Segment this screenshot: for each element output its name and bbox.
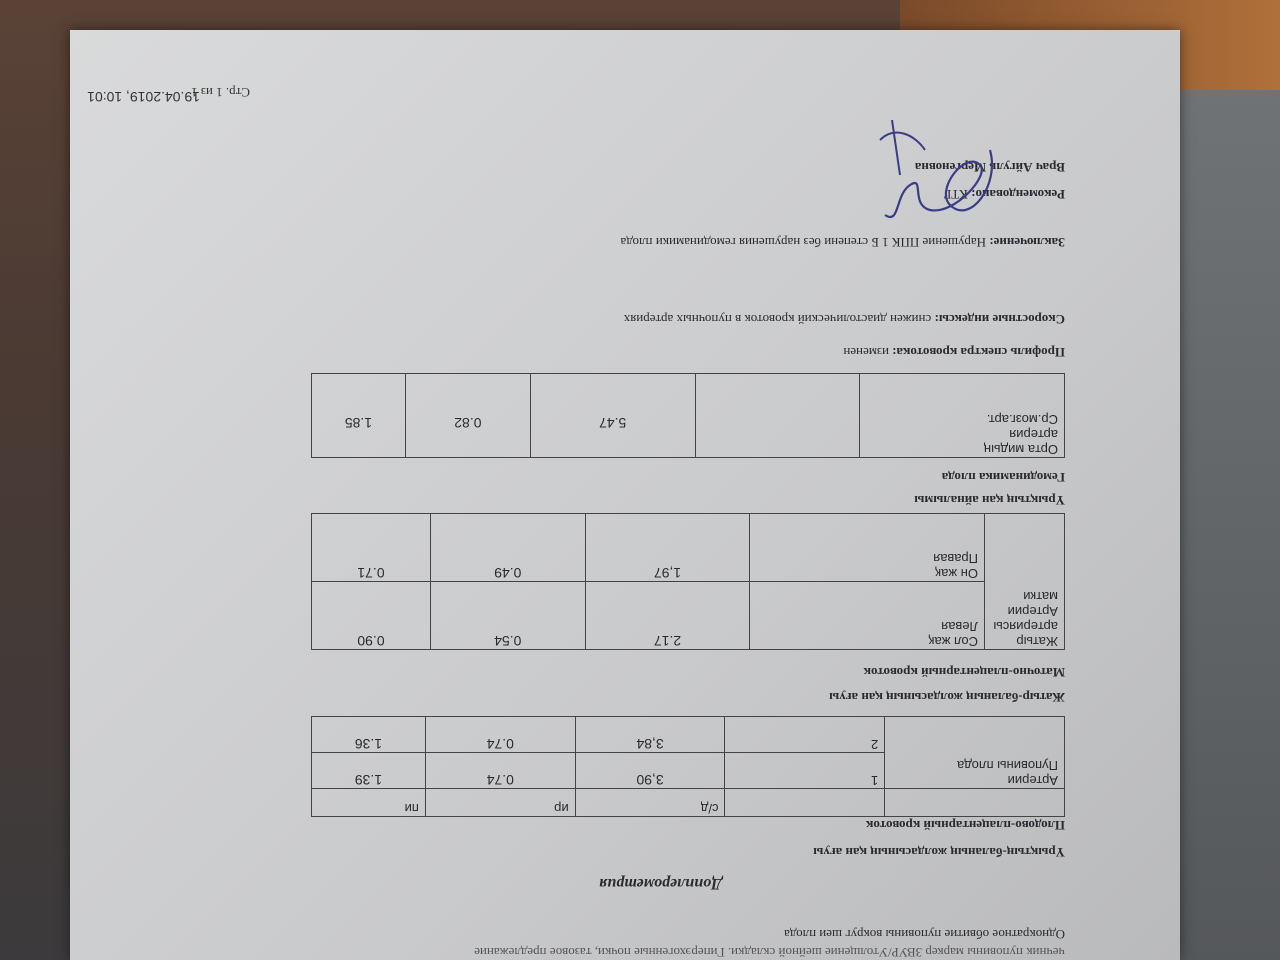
doctor-label: Врач xyxy=(1035,160,1065,175)
cell-value: 0.54 xyxy=(430,582,585,650)
side-label: Он жақ Правая xyxy=(750,514,985,582)
profile-label: Профиль спектра кровотока: xyxy=(892,345,1065,360)
table-placenta xyxy=(311,716,1065,817)
doctor-name: Айгуль Мергеновна xyxy=(914,160,1033,175)
cell-value: 3,84 xyxy=(575,717,725,753)
profile-value: изменен xyxy=(843,345,889,360)
cell-value: 0.90 xyxy=(312,582,431,650)
indices-value: снижен диастолический кровоток в пупочных артериях xyxy=(623,312,932,327)
cell-value: 1.36 xyxy=(312,717,426,753)
indices-line xyxy=(624,311,1065,327)
header-line-1: чечник пуповины маркер ЗВУР/Утолщение шейной складки. Гиперэхогенные почки, тазовое предлежание xyxy=(474,945,1065,960)
row-label: Орта мидың артерия Ср.мозг.арт. xyxy=(860,374,1065,458)
section3-heading: Үрықтың қан айналымы xyxy=(914,493,1065,508)
signature-image xyxy=(860,110,1010,245)
table-uterine xyxy=(311,513,1065,650)
profile-line xyxy=(843,344,1065,360)
col-header: пи xyxy=(312,789,426,817)
cell-value: 3,90 xyxy=(575,753,725,789)
page-title: Допплерометрия xyxy=(599,875,722,892)
section2-heading: Жатыр-баланың жолдасының қан ағуы xyxy=(829,690,1065,705)
recommendation-label: Рекомендовано: xyxy=(971,187,1065,202)
section1-heading: Үрықтың-баланың жолдасының қан ағуы xyxy=(813,845,1065,860)
col-header: ир xyxy=(425,789,575,817)
table-fetal xyxy=(311,373,1065,458)
row-index: 2 xyxy=(725,717,885,753)
conclusion-value: Нарушение ППК 1 Б степени без нарушения гемодинамики плода xyxy=(620,235,986,250)
table-row xyxy=(312,582,1065,650)
cell-value: 1.39 xyxy=(312,753,426,789)
cell-value: 0.74 xyxy=(425,717,575,753)
conclusion-label: Заключение: xyxy=(989,235,1065,250)
cell-value: 1,97 xyxy=(585,514,750,582)
cell-value: 0.49 xyxy=(430,514,585,582)
row-label: Артерии Пуповины плода xyxy=(885,717,1065,789)
side-label: Сол жақ Левая xyxy=(750,582,985,650)
cell-value: 1.85 xyxy=(312,374,406,458)
document xyxy=(70,30,1180,960)
cell-value: 5.47 xyxy=(530,374,695,458)
section1-subheading: Плодово-плацентарный кровоток xyxy=(865,818,1065,833)
row-label: Жатыр артериясы Артерии матки xyxy=(985,514,1065,650)
cell-value xyxy=(695,374,860,458)
table-row xyxy=(312,374,1065,458)
section2-subheading: Маточно-плацентарный кровоток xyxy=(863,665,1065,680)
indices-label: Скоростные индексы: xyxy=(934,312,1065,327)
col-header: c/д xyxy=(575,789,725,817)
header-line-2: Однократное обвитие пуповины вокруг шеи плода xyxy=(784,927,1065,942)
table-row xyxy=(312,753,1065,789)
table-header-row xyxy=(312,789,1065,817)
cell-value: 0.71 xyxy=(312,514,431,582)
section3-subheading: Гемодинамика плода xyxy=(941,470,1065,485)
table-row xyxy=(312,514,1065,582)
print-datetime: 19.04.2019, 10:01 xyxy=(87,89,200,105)
row-index: 1 xyxy=(725,753,885,789)
page-number: Стр. 1 из 1 xyxy=(191,85,250,100)
cell-value: 0.82 xyxy=(405,374,530,458)
cell-value: 0.74 xyxy=(425,753,575,789)
cell-value: 2.17 xyxy=(585,582,750,650)
recommendation-value: КТГ xyxy=(943,187,968,202)
